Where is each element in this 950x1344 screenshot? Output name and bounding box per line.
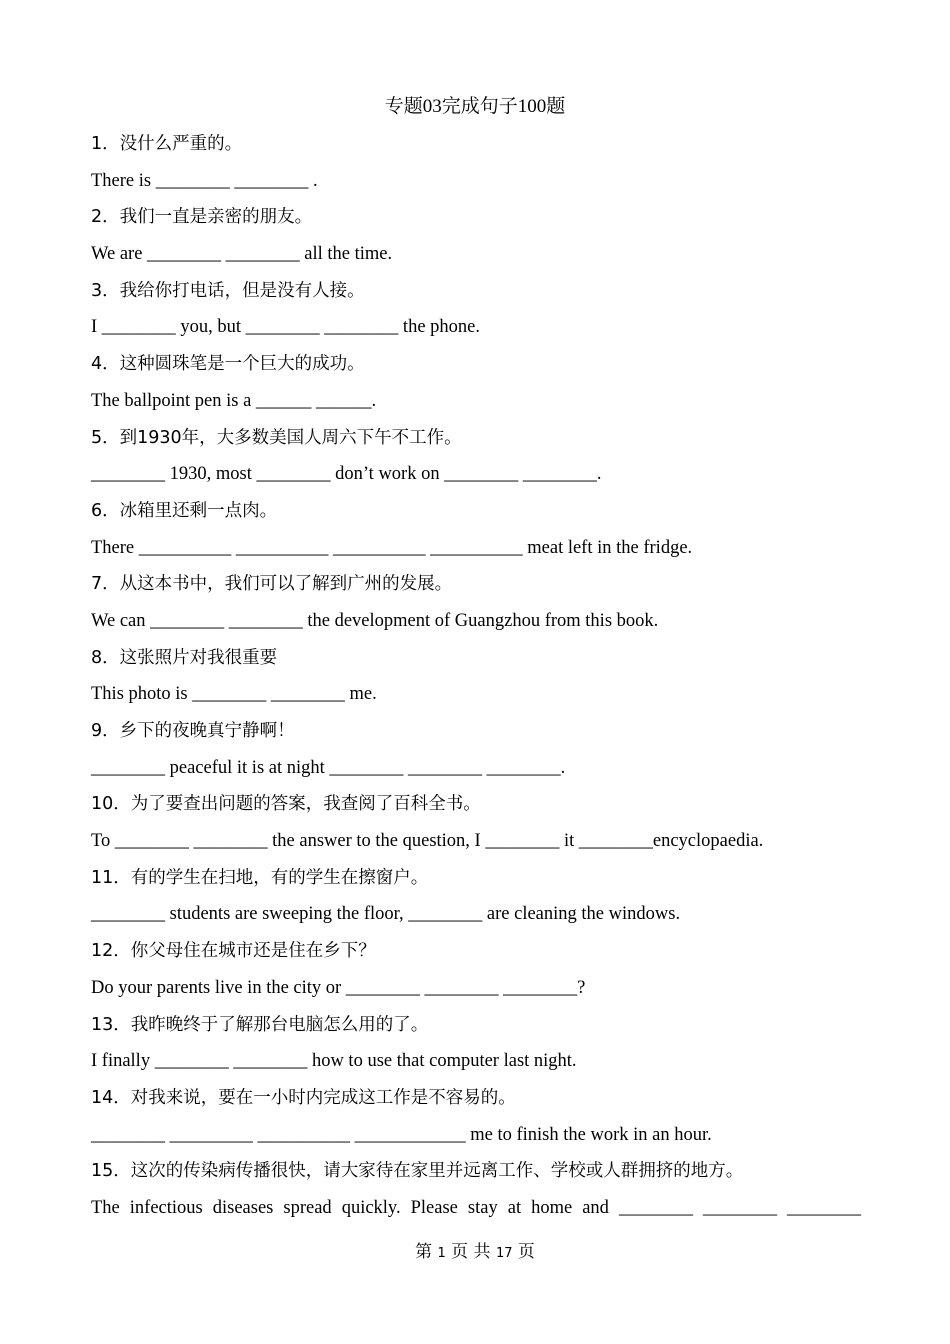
- english-sentence: The ballpoint pen is a ______ ______.: [91, 390, 377, 411]
- footer-middle: 页 共: [451, 1242, 491, 1262]
- english-sentence: I finally ________ ________ how to use that computer last night.: [91, 1051, 577, 1072]
- chinese-sentence: 乡下的夜晚真宁静啊！: [119, 721, 295, 741]
- question-number: 6．: [91, 500, 120, 521]
- english-sentence: To ________ ________ the answer to the question, I ________ it ________encyclopaedia.: [91, 831, 764, 852]
- english-sentence: Do your parents live in the city or ________ ________ ________?: [91, 977, 586, 998]
- english-sentence: The infectious diseases spread quickly. Please stay at home and ________ ________ ________: [91, 1197, 861, 1218]
- chinese-sentence: 这次的传染病传播很快，请大家待在家里并远离工作、学校或人群拥挤的地方。: [130, 1161, 744, 1182]
- question-prompt: [91, 1085, 861, 1122]
- chinese-sentence: 有的学生在扫地，有的学生在擦窗户。: [130, 867, 429, 888]
- page-footer: [0, 1240, 950, 1266]
- footer-prefix: 第: [415, 1242, 433, 1262]
- question-prompt: [91, 791, 861, 828]
- english-sentence: ________ students are sweeping the floor, ________ are cleaning the windows.: [91, 904, 681, 925]
- chinese-sentence: 没什么严重的。: [119, 134, 243, 154]
- question-prompt: [91, 718, 861, 755]
- english-sentence: There __________ __________ __________ __________ meat left in the fridge.: [91, 537, 693, 558]
- question-number: 11．: [91, 867, 131, 888]
- chinese-sentence: 我昨晚终于了解那台电脑怎么用的了。: [130, 1014, 429, 1035]
- question-number: 3．: [91, 280, 120, 301]
- chinese-sentence: 冰箱里还剩一点肉。: [119, 500, 278, 521]
- question-item: [91, 938, 861, 1011]
- english-sentence: We can ________ ________ the development of Guangzhou from this book.: [91, 610, 659, 631]
- question-number: 9．: [91, 721, 120, 741]
- chinese-sentence: 这张照片对我很重要: [119, 647, 278, 668]
- question-item: [91, 351, 861, 424]
- question-number: 14．: [91, 1087, 131, 1108]
- question-number: 5．: [91, 427, 120, 448]
- english-sentence: There is ________ ________ .: [91, 170, 318, 191]
- question-prompt: [91, 351, 861, 388]
- question-item: [91, 131, 861, 204]
- question-prompt: [91, 425, 861, 462]
- question-item: [91, 1158, 861, 1231]
- question-item: [91, 425, 861, 498]
- chinese-sentence: 对我来说，要在一小时内完成这工作是不容易的。: [130, 1087, 516, 1108]
- question-prompt: [91, 571, 861, 608]
- chinese-sentence: 你父母住在城市还是住在乡下？: [130, 941, 376, 962]
- current-page-number: 1: [437, 1246, 446, 1261]
- chinese-sentence: 到1930年，大多数美国人周六下午不工作。: [119, 427, 462, 448]
- page-title: 专题03完成句子100题: [384, 96, 566, 117]
- chinese-sentence: 我们一直是亲密的朋友。: [119, 207, 313, 228]
- question-item: [91, 498, 861, 571]
- english-sentence: We are ________ ________ all the time.: [91, 244, 393, 265]
- question-prompt: [91, 1012, 861, 1049]
- chinese-sentence: 为了要查出问题的答案，我查阅了百科全书。: [130, 794, 481, 815]
- question-item: [91, 204, 861, 277]
- footer-suffix: 页: [517, 1242, 535, 1262]
- chinese-sentence: 这种圆珠笔是一个巨大的成功。: [119, 354, 365, 375]
- question-number: 2．: [91, 207, 120, 228]
- question-prompt: [91, 204, 861, 241]
- question-number: 12．: [91, 941, 131, 962]
- question-prompt: [91, 278, 861, 315]
- english-sentence: This photo is ________ ________ me.: [91, 684, 377, 705]
- question-number: 15．: [91, 1161, 131, 1182]
- question-number: 7．: [91, 574, 120, 595]
- english-sentence: ________ 1930, most ________ don’t work on ________ ________.: [91, 464, 602, 485]
- question-number: 4．: [91, 354, 120, 375]
- chinese-sentence: 从这本书中，我们可以了解到广州的发展。: [119, 574, 453, 595]
- question-number: 1．: [91, 134, 120, 154]
- english-sentence: ________ _________ __________ ____________ me to finish the work in an hour.: [91, 1124, 712, 1145]
- question-number: 10．: [91, 794, 131, 815]
- question-prompt: [91, 131, 861, 168]
- question-item: [91, 1085, 861, 1158]
- english-sentence: ________ peaceful it is at night ________ ________ ________.: [91, 757, 566, 778]
- question-item: [91, 645, 861, 718]
- english-sentence: I ________ you, but ________ ________ the phone.: [91, 317, 480, 338]
- question-item: [91, 718, 861, 791]
- question-number: 13．: [91, 1014, 131, 1035]
- total-pages-number: 17: [495, 1246, 513, 1261]
- question-item: [91, 865, 861, 938]
- question-item: [91, 278, 861, 351]
- question-prompt: [91, 498, 861, 535]
- question-item: [91, 791, 861, 864]
- question-list: [91, 131, 861, 1232]
- question-prompt: [91, 938, 861, 975]
- question-prompt: [91, 645, 861, 682]
- question-item: [91, 1012, 861, 1085]
- question-prompt: [91, 1158, 861, 1195]
- question-prompt: [91, 865, 861, 902]
- chinese-sentence: 我给你打电话，但是没有人接。: [119, 280, 365, 301]
- question-item: [91, 571, 861, 644]
- question-number: 8．: [91, 647, 120, 668]
